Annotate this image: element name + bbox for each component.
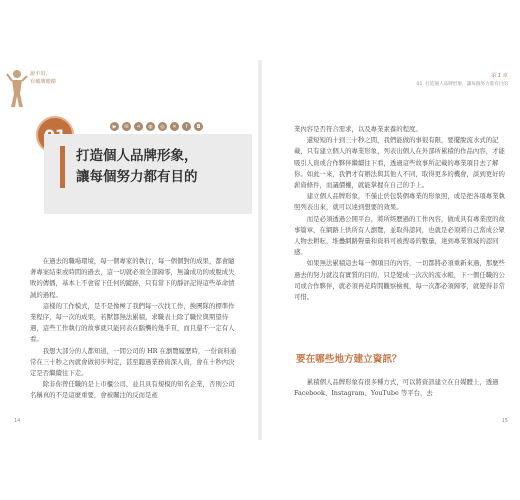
share-icon: ⋖ xyxy=(134,122,143,131)
paragraph: 我想大部分的人都知道，一間公司的 HR 在瀏覽履歷時，一份資料通常在三十秒之內就會做初步判定，甚至聽過業務資深人資，會在十秒內決定是否繼續往下走。 xyxy=(30,346,237,378)
chapter-label: 第 1 章 xyxy=(491,73,508,79)
email-icon: ✉ xyxy=(122,122,131,131)
page-number: 14 xyxy=(14,418,21,424)
section-title xyxy=(76,146,246,188)
book-title xyxy=(30,70,56,86)
section-title-line: 讓每個努力都有目的 xyxy=(76,169,198,185)
paragraph: 建立個人品牌形象，不僅止於包裝個專業的形象照，或是把各項專業執照列表出來，就可以達到想要的效果。 xyxy=(294,192,505,212)
person-figure-icon xyxy=(6,68,28,108)
paragraph: 業內容是否符合需求，以及專業素養的程度。 xyxy=(294,125,422,133)
right-body-text-top xyxy=(294,124,506,303)
paragraph: 這樣的工作模式，是不是像極了我們每一次找工作，換團隊的標準作業程序，每一次的成果，若獸都無法累積，求職表上除了職位與期望待遇，這些工作執行的故事就只能同表在腦襲的幾乎頁，而且還不一定有人看。 xyxy=(30,301,235,344)
section-title-line: 打造個人品牌形象， xyxy=(76,148,198,164)
paragraph: 如果無法累積這去每一個項目的內容，一切都將必須重新來過，那麼些過去的努力就沒有實質的目的，只是變成一次次的流水帳，下一個任職的公司或合作夥伴，就必須再花時間觀察檢視，每一次都必須歸零，就變得非常可惜。 xyxy=(294,259,505,302)
paragraph: 除非你曾任職的是上市櫃公司，並且具有規模的知名企業，否則公司名稱真的不是這麼重要，會被關注的反而是產 xyxy=(30,380,235,400)
title-accent-bar xyxy=(60,146,65,188)
paragraph: 還短短的十到三十秒之間，我們能做的事很有限，要擺脫流水式的記載，只有建立個人的專業形象，列表出個人在外部所累積的作品內容，才能吸引人資或合作夥伴繼續往下看，透過這些故事所記載的專業項目去了解你。如此一來，我們才有辦法與其他人不同，取得更多的機會，談到更好的薪資條件，而議價權，就能掌握在自己的手上。 xyxy=(294,136,505,190)
facebook-icon: f xyxy=(182,122,191,131)
right-page xyxy=(260,0,520,500)
x-icon: ✕ xyxy=(170,122,179,131)
social-icons-row xyxy=(110,122,203,131)
paragraph: 累積個人品牌形象有很多種方式，可以將資訊建立在自媒體上，透過 Facebook、Instagram、YouTube 等平台，去 xyxy=(294,378,499,398)
instagram-icon: ◘ xyxy=(194,122,203,131)
podcast-icon: ◎ xyxy=(158,122,167,131)
subheading: 要在哪些地方建立資訊？ xyxy=(296,354,402,365)
book-title-line: 有破壞眼睛 xyxy=(30,79,56,85)
youtube-icon: ▶ xyxy=(110,122,119,131)
chapter-subtitle: 01. 打造個人品牌形象，讓每個努力都有目的 xyxy=(416,82,508,87)
page-number: 15 xyxy=(501,418,508,424)
paragraph: 而是必須透過公開平台，將所經歷過的工作內容，做成具有專業度的故事篇章，在網路上供所有人瀏覽，並取得認同，也就是必須將自己當成公眾人物去耕耘，堆疊網路聲量和資料可被搜尋的數量，達到專業領域的認同感。 xyxy=(294,214,505,257)
right-body-text-bottom xyxy=(294,377,506,399)
left-body-text xyxy=(30,256,238,402)
paragraph: 在過去的職場環境，每一個專家的執行，每一個個對的成果，都會隨著專案結束或時間的過去，這一切就必須全部歸零，無論成功的或脫成失敗的傳播，基本上不會留下任何的蹤跡，只有當下的靜評記得這些革命情誠的過程。 xyxy=(30,257,235,299)
globe-icon: ◍ xyxy=(146,122,155,131)
book-title-line: 說不出， xyxy=(30,71,51,77)
